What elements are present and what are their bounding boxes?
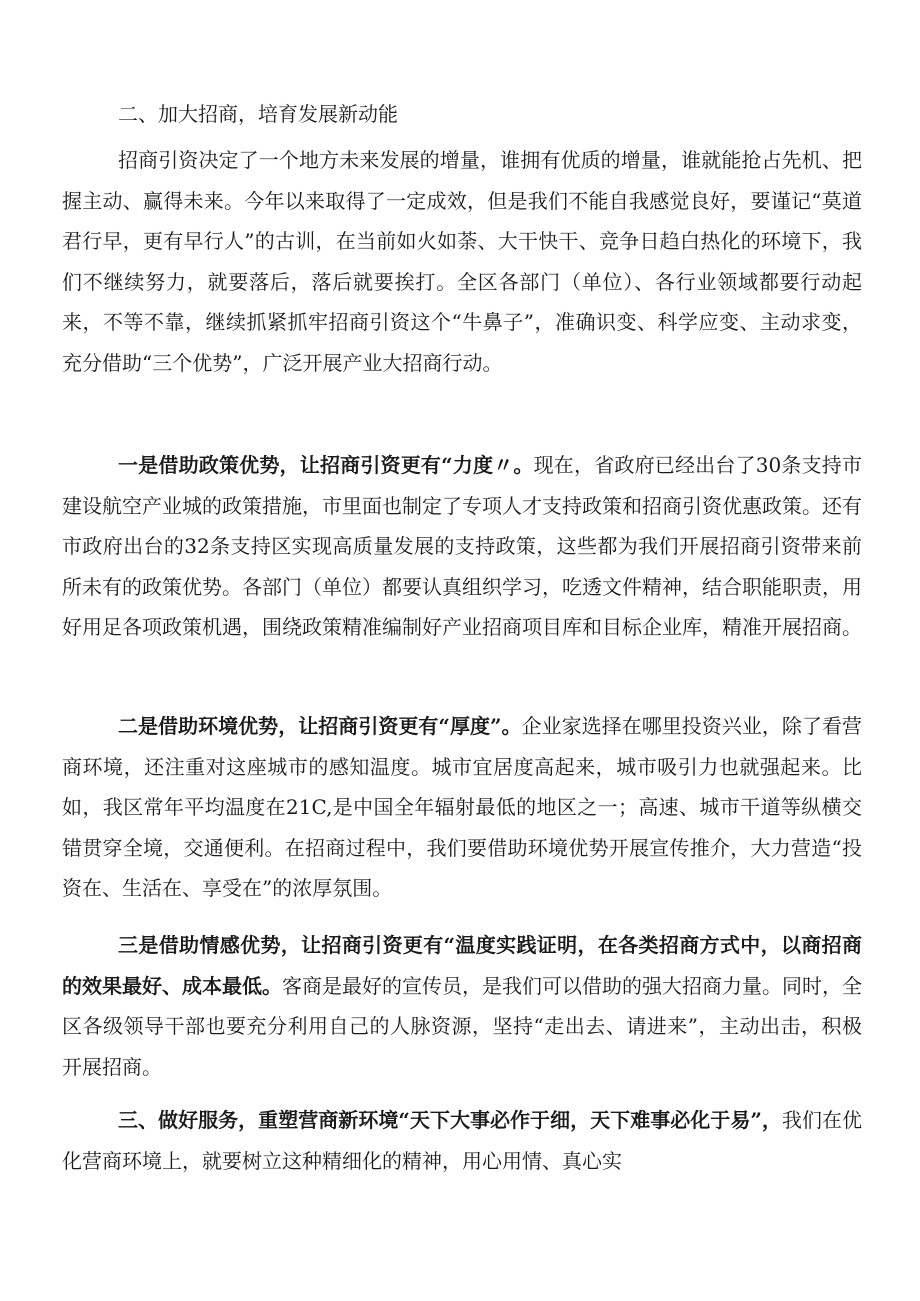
environment-advantage-paragraph <box>0 706 920 909</box>
paragraph-text: 招商引资决定了一个地方未来发展的增量，谁拥有优质的增量，谁就能抢占先机、把握主动、赢得未来。今年以来取得了一定成效，但是我们不能自我感觉良好，要谨记“莫道君行早，更有早行人”的古训，在当前如火如荼、大干快干、竞争日趋白热化的环境下，我们不继续努力，就要落后，落后就要挨打。全区各部门（单位）、各行业领域都要行动起来，不等不靠，继续抓紧抓牢招商引资这个“牛鼻子”，准确识变、科学应变、主动求变，充分借助“三个优势”，广泛开展产业大招商行动。 <box>62 148 862 375</box>
paragraph-text <box>0 706 920 909</box>
paragraph-lead: 三是借助情感优势，让招商引资更有“温度实践证明，在各类招商方式中，以商招商的效果最好、成本最低。 <box>62 933 862 998</box>
emotion-advantage-paragraph <box>0 925 920 1087</box>
paragraph-lead: 一是借助政策优势，让招商引资更有“力度〃。 <box>118 453 534 477</box>
section-heading-2 <box>0 94 920 135</box>
paragraph-text <box>0 445 920 648</box>
section-heading-3-paragraph <box>0 1100 920 1181</box>
policy-advantage-paragraph <box>0 445 920 648</box>
paragraph-lead: 三、做好服务，重塑营商新环境“天下大事必作于细，天下难事必化于易”， <box>118 1108 782 1132</box>
intro-paragraph <box>0 140 920 383</box>
paragraph-body: 现在，省政府已经出台了30条支持市建设航空产业城的政策措施，市里面也制定了专项人才支持政策和招商引资优惠政策。还有市政府出台的32条支持区实现高质量发展的支持政策，这些都为我们开展招商引资带来前所未有的政策优势。各部门（单位）都要认真组织学习，吃透文件精神，结合职能职责，用好用足各项政策机遇，围绕政策精准编制好产业招商项目库和目标企业库，精准开展招商。 <box>62 453 862 639</box>
paragraph-body: 我们在优化营商环境上，就要树立这种精细化的精神，用心用情、真心实 <box>62 1108 863 1173</box>
paragraph-text <box>0 925 920 1087</box>
paragraph-lead: 二是借助环境优势，让招商引资更有“厚度”。 <box>118 714 522 738</box>
paragraph-text <box>0 1100 920 1181</box>
paragraph-body: 客商是最好的宣传员，是我们可以借助的强大招商力量。同时，全区各级领导干部也要充分利用自己的人脉资源，坚持“走出去、请进来”，主动出击，积极开展招商。 <box>62 973 862 1079</box>
paragraph-body: 企业家选择在哪里投资兴业，除了看营商环境，还注重对这座城市的感知温度。城市宜居度高起来，城市吸引力也就强起来。比如，我区常年平均温度在21C,是中国全年辐射最低的地区之一；高速、城市干道等纵横交错贯穿全境，交通便利。在招商过程中，我们要借助环境优势开展宣传推介，大力营造“投资在、生活在、享受在”的浓厚氛围。 <box>62 714 863 900</box>
heading-text: 二、加大招商，培育发展新动能 <box>118 102 398 126</box>
